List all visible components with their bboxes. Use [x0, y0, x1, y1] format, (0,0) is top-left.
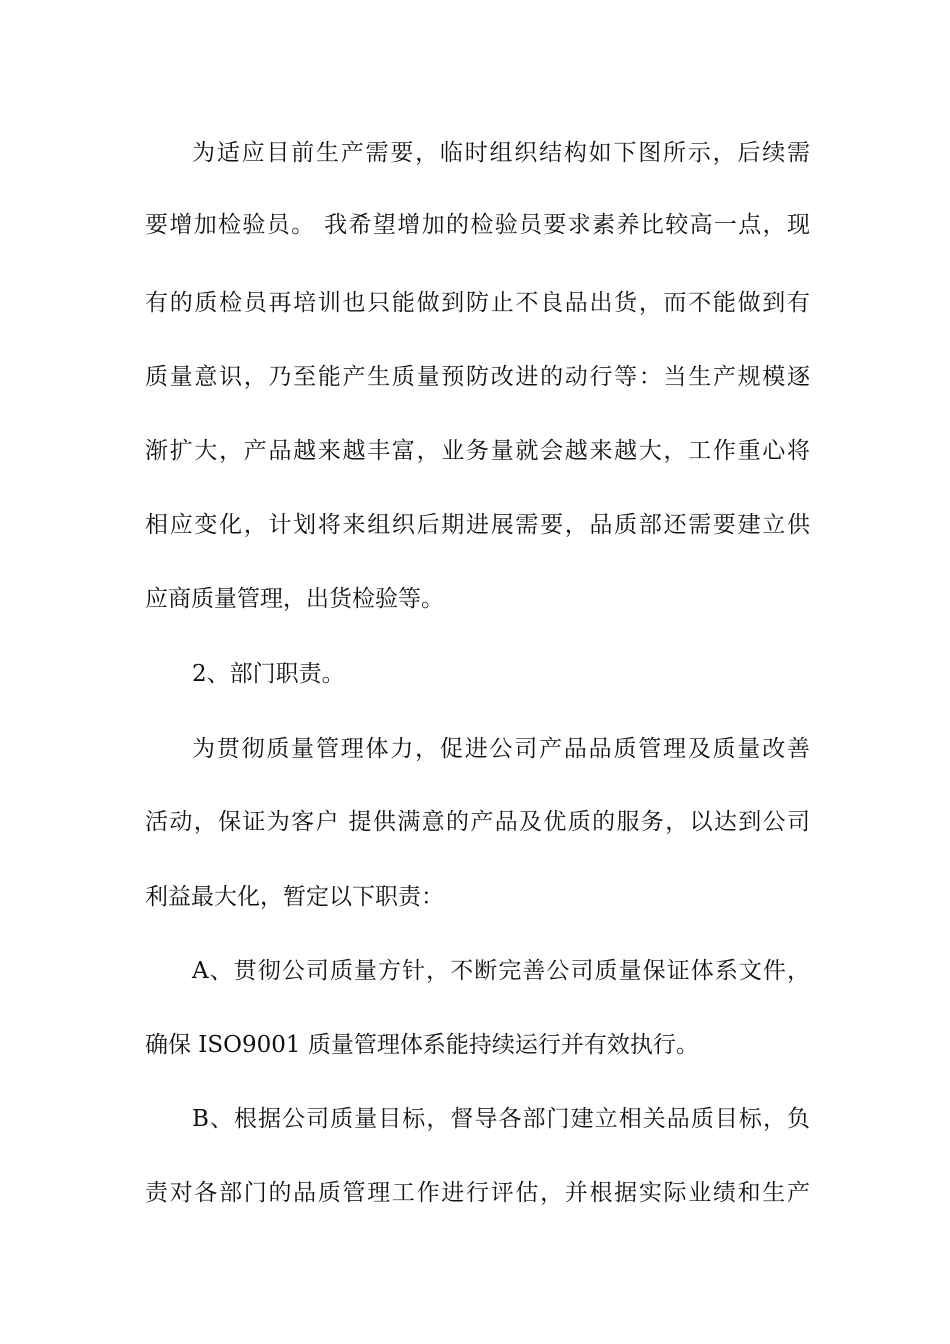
paragraph-line: 质量意识，乃至能产生质量预防改进的动行等：当生产规模逐 [145, 364, 810, 390]
duty-item-b: B、根据公司质量目标，督导各部门建立相关品质目标，负 [192, 1106, 810, 1132]
paragraph-line: 确保 ISO9001 质量管理体系能持续运行并有效执行。 [145, 1032, 699, 1058]
paragraph-line: 活动，保证为客户 提供满意的产品及优质的服务，以达到公司 [145, 809, 810, 835]
paragraph-line: 责对各部门的品质管理工作进行评估，并根据实际业绩和生产 [145, 1180, 810, 1206]
paragraph-line: 相应变化，计划将来组织后期进展需要，品质部还需要建立供 [145, 512, 810, 538]
paragraph-line: 利益最大化，暂定以下职责： [145, 884, 444, 910]
paragraph-line: 渐扩大，产品越来越丰富，业务量就会越来越大，工作重心将 [145, 438, 810, 464]
paragraph-line: 为适应目前生产需要，临时组织结构如下图所示，后续需 [192, 140, 810, 166]
paragraph-line: 要增加检验员。 我希望增加的检验员要求素养比较高一点，现 [145, 212, 810, 238]
paragraph-line: 为贯彻质量管理体力，促进公司产品品质管理及质量改善 [192, 736, 810, 762]
paragraph-line: 有的质检员再培训也只能做到防止不良品出货，而不能做到有 [145, 290, 810, 316]
paragraph-line: 应商质量管理，出货检验等。 [145, 586, 444, 612]
duty-item-a: A、贯彻公司质量方针，不断完善公司质量保证体系文件， [192, 958, 810, 984]
section-heading: 2、部门职责。 [192, 661, 345, 687]
